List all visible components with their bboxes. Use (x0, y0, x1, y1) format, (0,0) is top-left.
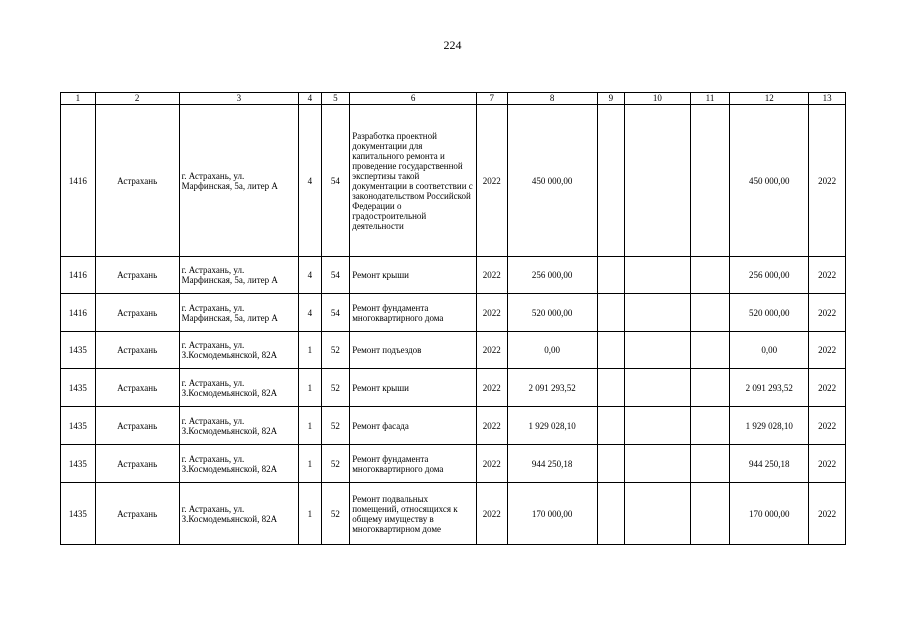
year-cell: 2022 (476, 407, 507, 445)
municipality-cell: Астрахань (95, 483, 179, 545)
completion-year-cell: 2022 (809, 294, 846, 332)
repair-program-table (60, 92, 846, 545)
work-type-cell: Ремонт фундамента многоквартирного дома (350, 294, 477, 332)
apartments-cell: 54 (321, 257, 350, 294)
column-header: 11 (690, 93, 730, 105)
floors-cell: 1 (299, 445, 321, 483)
floors-cell: 1 (299, 369, 321, 407)
cost-budget-cell (625, 445, 690, 483)
work-type-cell: Ремонт крыши (350, 257, 477, 294)
object-number-cell: 1435 (61, 483, 96, 545)
completion-year-cell: 2022 (809, 105, 846, 257)
cost-local-cell (690, 445, 730, 483)
municipality-cell: Астрахань (95, 294, 179, 332)
apartments-cell: 54 (321, 294, 350, 332)
column-header: 13 (809, 93, 846, 105)
address-cell: г. Астрахань, ул. З.Космодемьянской, 82А (179, 483, 299, 545)
cost-budget-cell (625, 407, 690, 445)
table-row (61, 445, 846, 483)
cost-fund-cell (597, 369, 625, 407)
cost-fund-cell (597, 483, 625, 545)
cost-budget-cell (625, 105, 690, 257)
completion-year-cell: 2022 (809, 483, 846, 545)
column-header: 6 (350, 93, 477, 105)
address-cell: г. Астрахань, ул. Марфинская, 5а, литер А (179, 294, 299, 332)
cost-local-cell (690, 369, 730, 407)
cost-fund-cell (597, 105, 625, 257)
address-cell: г. Астрахань, ул. З.Космодемьянской, 82А (179, 445, 299, 483)
cost-local-cell (690, 332, 730, 369)
completion-year-cell: 2022 (809, 257, 846, 294)
address-cell: г. Астрахань, ул. З.Космодемьянской, 82А (179, 369, 299, 407)
year-cell: 2022 (476, 294, 507, 332)
total-cost-cell: 0,00 (507, 332, 597, 369)
object-number-cell: 1435 (61, 445, 96, 483)
object-number-cell: 1435 (61, 332, 96, 369)
work-type-cell: Ремонт подвальных помещений, относящихся к общему имуществу в многоквартирном доме (350, 483, 477, 545)
work-type-cell: Разработка проектной документации для капитального ремонта и проведение государственной экспертизы такой документации в соответствии с законодательством Российской Федерации о градостроительной деятельности (350, 105, 477, 257)
municipality-cell: Астрахань (95, 105, 179, 257)
column-header: 7 (476, 93, 507, 105)
floors-cell: 4 (299, 294, 321, 332)
column-header: 2 (95, 93, 179, 105)
apartments-cell: 52 (321, 407, 350, 445)
floors-cell: 1 (299, 332, 321, 369)
year-cell: 2022 (476, 257, 507, 294)
cost-budget-cell (625, 294, 690, 332)
total-cost-cell: 256 000,00 (507, 257, 597, 294)
column-header: 1 (61, 93, 96, 105)
table-row (61, 294, 846, 332)
cost-fund-cell (597, 294, 625, 332)
column-header: 12 (730, 93, 809, 105)
year-cell: 2022 (476, 369, 507, 407)
floors-cell: 4 (299, 105, 321, 257)
cost-fund-cell (597, 332, 625, 369)
cost-owners-cell: 2 091 293,52 (730, 369, 809, 407)
cost-local-cell (690, 257, 730, 294)
cost-budget-cell (625, 257, 690, 294)
cost-local-cell (690, 294, 730, 332)
address-cell: г. Астрахань, ул. Марфинская, 5а, литер А (179, 105, 299, 257)
table-row (61, 257, 846, 294)
column-number-row (61, 93, 846, 105)
object-number-cell: 1435 (61, 407, 96, 445)
municipality-cell: Астрахань (95, 369, 179, 407)
cost-local-cell (690, 105, 730, 257)
floors-cell: 1 (299, 483, 321, 545)
table-row (61, 369, 846, 407)
column-header: 5 (321, 93, 350, 105)
municipality-cell: Астрахань (95, 407, 179, 445)
cost-fund-cell (597, 257, 625, 294)
apartments-cell: 54 (321, 105, 350, 257)
total-cost-cell: 944 250,18 (507, 445, 597, 483)
cost-fund-cell (597, 407, 625, 445)
object-number-cell: 1416 (61, 294, 96, 332)
cost-budget-cell (625, 483, 690, 545)
table-row (61, 407, 846, 445)
municipality-cell: Астрахань (95, 445, 179, 483)
cost-owners-cell: 170 000,00 (730, 483, 809, 545)
work-type-cell: Ремонт крыши (350, 369, 477, 407)
column-header: 8 (507, 93, 597, 105)
completion-year-cell: 2022 (809, 445, 846, 483)
total-cost-cell: 520 000,00 (507, 294, 597, 332)
apartments-cell: 52 (321, 369, 350, 407)
address-cell: г. Астрахань, ул. Марфинская, 5а, литер А (179, 257, 299, 294)
table-row (61, 483, 846, 545)
cost-local-cell (690, 407, 730, 445)
cost-owners-cell: 256 000,00 (730, 257, 809, 294)
total-cost-cell: 450 000,00 (507, 105, 597, 257)
object-number-cell: 1416 (61, 105, 96, 257)
work-type-cell: Ремонт подъездов (350, 332, 477, 369)
table-row (61, 105, 846, 257)
completion-year-cell: 2022 (809, 369, 846, 407)
column-header: 3 (179, 93, 299, 105)
object-number-cell: 1435 (61, 369, 96, 407)
address-cell: г. Астрахань, ул. З.Космодемьянской, 82А (179, 332, 299, 369)
table-row (61, 332, 846, 369)
cost-owners-cell: 1 929 028,10 (730, 407, 809, 445)
column-header: 4 (299, 93, 321, 105)
cost-owners-cell: 450 000,00 (730, 105, 809, 257)
floors-cell: 1 (299, 407, 321, 445)
table-body (61, 105, 846, 545)
municipality-cell: Астрахань (95, 332, 179, 369)
year-cell: 2022 (476, 483, 507, 545)
cost-local-cell (690, 483, 730, 545)
floors-cell: 4 (299, 257, 321, 294)
cost-fund-cell (597, 445, 625, 483)
cost-budget-cell (625, 369, 690, 407)
apartments-cell: 52 (321, 445, 350, 483)
cost-owners-cell: 944 250,18 (730, 445, 809, 483)
cost-owners-cell: 0,00 (730, 332, 809, 369)
total-cost-cell: 1 929 028,10 (507, 407, 597, 445)
year-cell: 2022 (476, 105, 507, 257)
work-type-cell: Ремонт фасада (350, 407, 477, 445)
object-number-cell: 1416 (61, 257, 96, 294)
completion-year-cell: 2022 (809, 332, 846, 369)
column-header: 9 (597, 93, 625, 105)
total-cost-cell: 170 000,00 (507, 483, 597, 545)
year-cell: 2022 (476, 332, 507, 369)
page-number: 224 (443, 38, 462, 52)
year-cell: 2022 (476, 445, 507, 483)
column-header: 10 (625, 93, 690, 105)
apartments-cell: 52 (321, 332, 350, 369)
total-cost-cell: 2 091 293,52 (507, 369, 597, 407)
work-type-cell: Ремонт фундамента многоквартирного дома (350, 445, 477, 483)
cost-budget-cell (625, 332, 690, 369)
address-cell: г. Астрахань, ул. З.Космодемьянской, 82А (179, 407, 299, 445)
completion-year-cell: 2022 (809, 407, 846, 445)
cost-owners-cell: 520 000,00 (730, 294, 809, 332)
municipality-cell: Астрахань (95, 257, 179, 294)
apartments-cell: 52 (321, 483, 350, 545)
